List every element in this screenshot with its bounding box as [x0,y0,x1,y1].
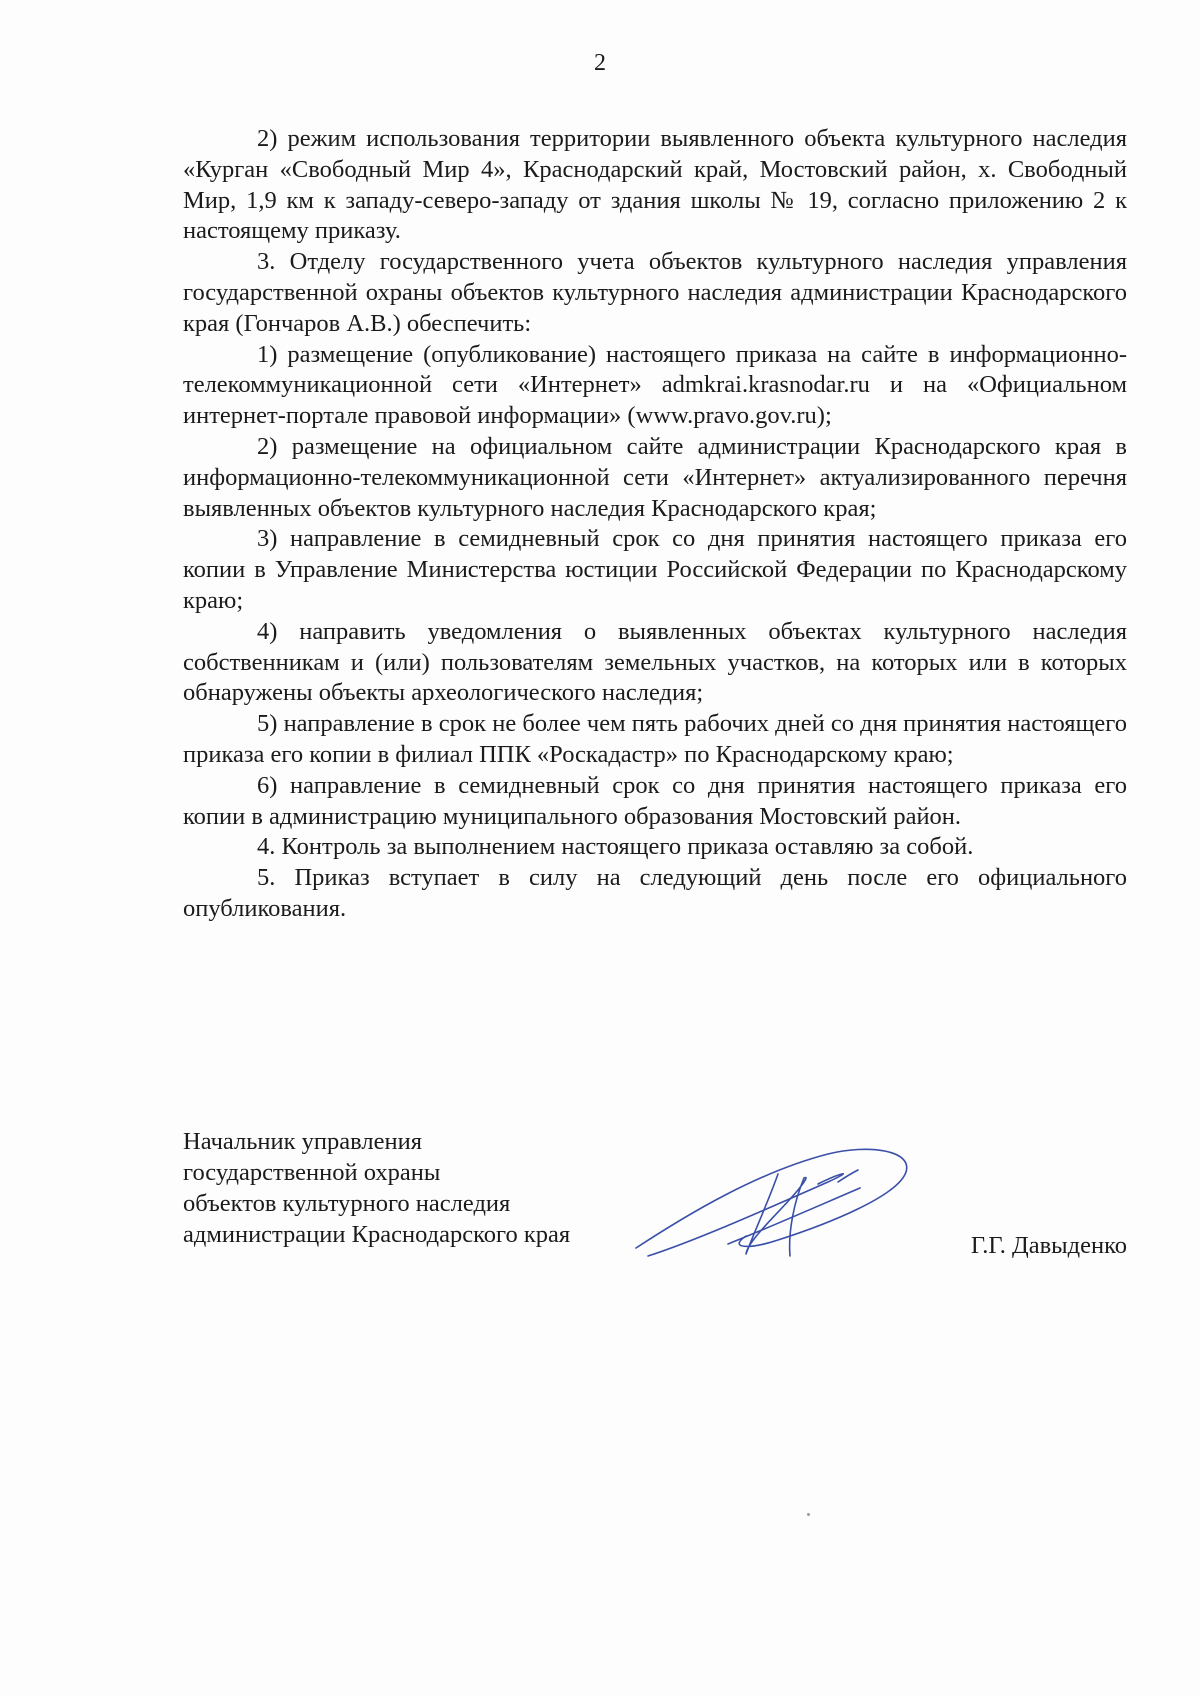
scan-speck [807,1513,810,1516]
page-number: 2 [594,50,606,76]
signer-name: Г.Г. Давыденко [970,1232,1127,1259]
signer-position [183,1126,570,1250]
paragraph-item-5-effective: 5. Приказ вступает в силу на следующий день после его официального опубликования. [183,864,1127,922]
paragraph-item-3: 3. Отделу государственного учета объектов культурного наследия управления государственной охраны объектов культурного наследия администрации Краснодарского края (Гончаров А.В.) обеспечить: [183,248,1127,337]
position-line: объектов культурного наследия [183,1190,511,1217]
paragraph-item-3-3-ministry: 3) направление в семидневный срок со дня принятия настоящего приказа его копии в Управление Министерства юстиции Российской Федерации по Краснодарскому краю; [183,525,1127,614]
position-line: администрации Краснодарского края [183,1221,571,1248]
paragraph-item-4-control: 4. Контроль за выполнением настоящего приказа оставляю за собой. [257,833,974,861]
position-line: государственной охраны [183,1159,441,1186]
paragraph-item-3-6-municipality: 6) направление в семидневный срок со дня принятия настоящего приказа его копии в администрацию муниципального образования Мостовский район. [183,771,1127,830]
signature-block [183,1126,1127,1296]
paragraph-item-3-2-website: 2) размещение на официальном сайте администрации Краснодарского края в информационно-телекоммуникационной сети «Интернет» актуализированного перечня выявленных объектов культурного наследия Краснодарского края; [183,432,1127,522]
handwritten-signature [628,1144,928,1264]
document-body [183,124,1127,925]
paragraph-usage-regime: 2) режим использования территории выявленного объекта культурного наследия «Курган «Свободный Мир 4», Краснодарский край, Мостовский район, х. Свободный Мир, 1,9 км к западу-северо-западу от здания школы № 19, согласно приложению 2 к настоящему приказу. [183,125,1127,245]
paragraph-item-3-5-roskadastr: 5) направление в срок не более чем пять рабочих дней со дня принятия настоящего приказа его копии в филиал ППК «Роскадастр» по Краснодарскому краю; [183,710,1127,768]
position-line: Начальник управления [183,1128,422,1155]
paragraph-item-3-1-publication: 1) размещение (опубликование) настоящего приказа на сайте в информационно-телекоммуникационной сети «Интернет» admkrai.krasnodar.ru и на «Официальном интернет-портале правовой информации» (www.pravo.gov.ru); [183,340,1127,430]
paragraph-item-3-4-notifications: 4) направить уведомления о выявленных объектах культурного наследия собственникам и (или) пользователям земельных участков, на которых или в которых обнаружены объекты археологического наследия; [183,617,1127,707]
